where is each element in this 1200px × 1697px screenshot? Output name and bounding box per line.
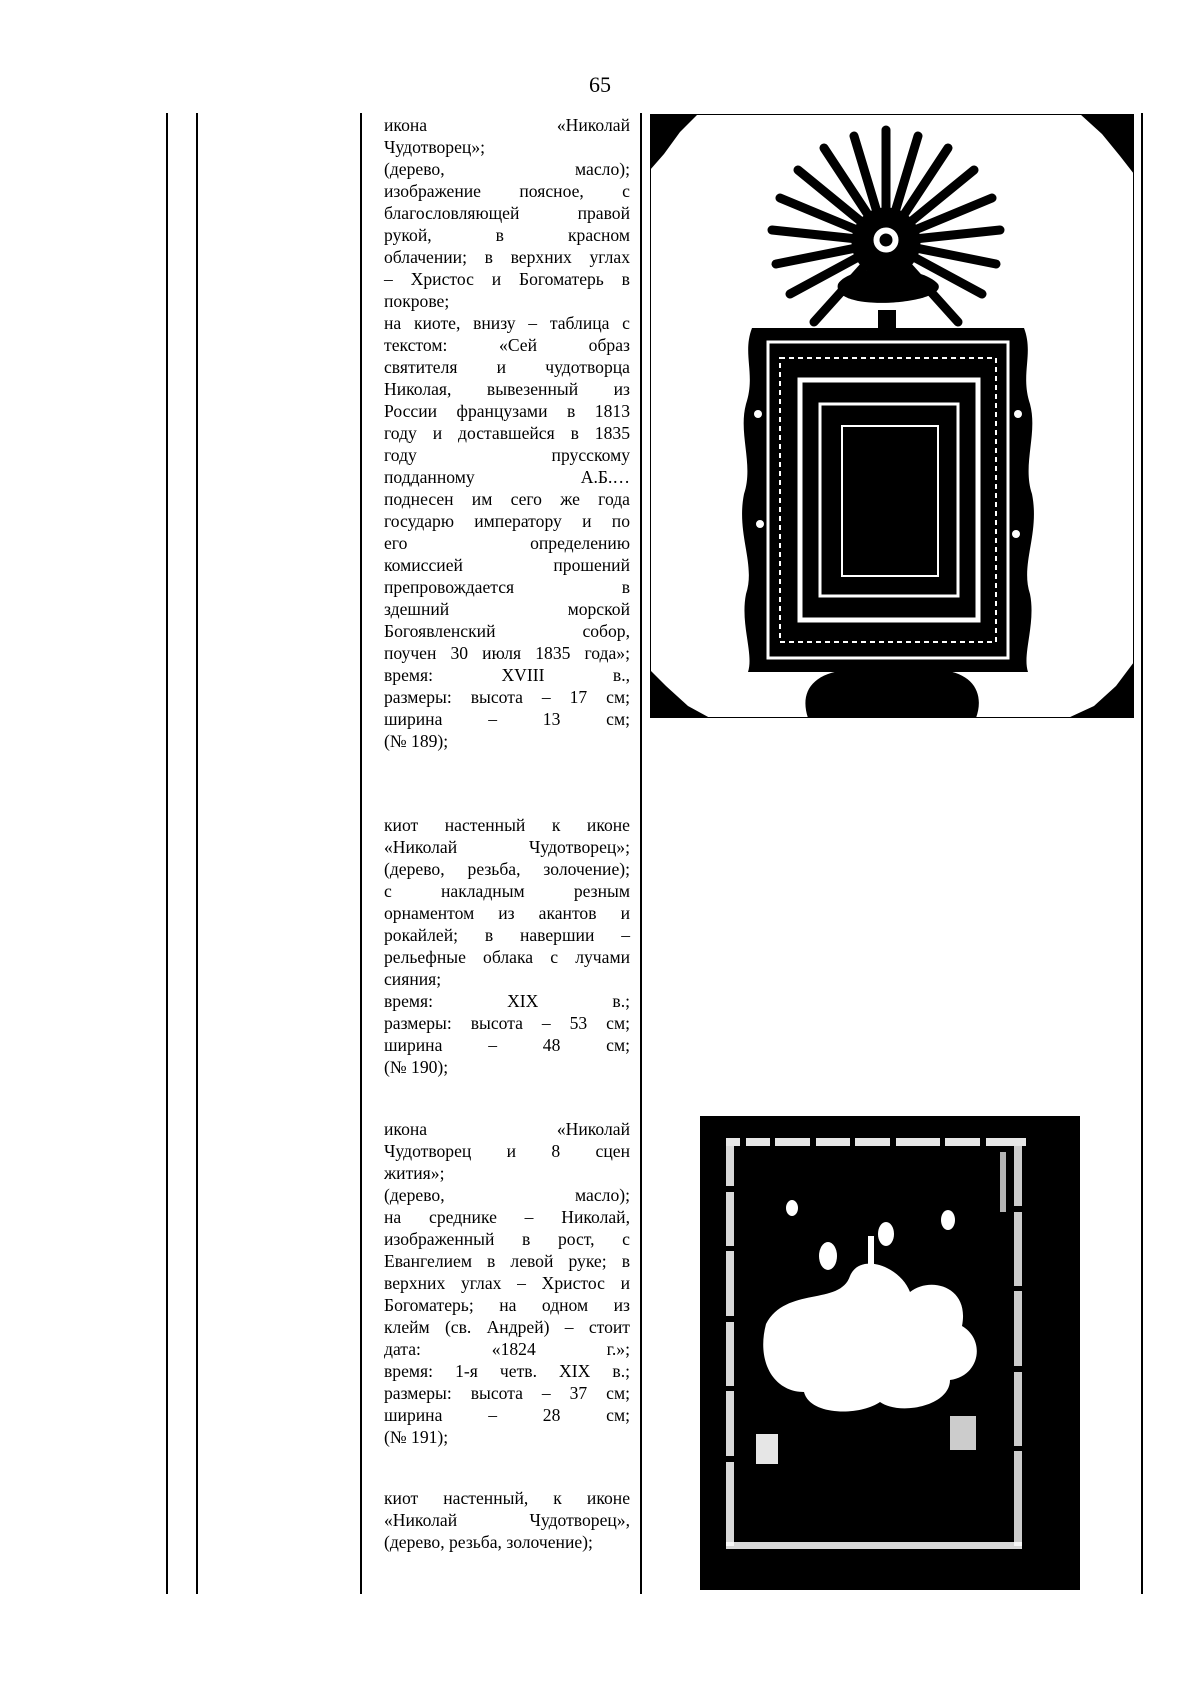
description-line: Евангелием в левой руке; в [384,1251,630,1271]
description-line: святителя и чудотворца [384,357,630,377]
icon-with-scenes-photo [700,1116,1080,1590]
description-line: киот настенный к иконе [384,815,630,835]
page-number: 65 [589,72,611,97]
description-line: покрове; [384,291,450,311]
description-line: с накладным резным [384,881,630,901]
description-line: Богоявленский собор, [384,621,630,641]
description-line: «Николай Чудотворец», [384,1510,630,1530]
description-line: время: 1-я четв. XIX в.; [384,1361,630,1381]
description-line: (дерево, масло); [384,159,630,179]
description-line: сияния; [384,969,442,989]
description-line: ширина – 48 см; [384,1035,630,1055]
description-line: рельефные облака с лучами [384,947,630,967]
description-line: киот настенный, к иконе [384,1488,630,1508]
column-rule [196,113,198,1594]
description-line: орнаментом из акантов и [384,903,630,923]
description-line: (№ 190); [384,1057,449,1077]
description-line: размеры: высота – 17 см; [384,687,630,707]
description-line: (№ 189); [384,731,449,751]
description-line: время: XIX в.; [384,991,630,1011]
description-line: на среднике – Николай, [384,1207,630,1227]
description-line: на киоте, внизу – таблица с [384,313,630,333]
description-line: жития»; [384,1163,445,1183]
description-line: поучен 30 июля 1835 года»; [384,643,630,663]
description-line: государю императору и по [384,511,630,531]
description-entry [384,1118,630,1448]
description-line: (дерево, резьба, золочение); [384,859,630,879]
column-rule [640,113,642,1594]
description-line: Богоматерь; на одном из [384,1295,630,1315]
description-line: году и доставшейся в 1835 [384,423,630,443]
description-line: благословляющей правой [384,203,630,223]
description-line: Николая, вывезенный из [384,379,630,399]
description-line: текстом: «Сей образ [384,335,630,355]
description-line: России французами в 1813 [384,401,630,421]
description-line: Чудотворец и 8 сцен [384,1141,630,1161]
description-line: подданному А.Б.… [384,467,630,487]
description-line: его определению [384,533,630,553]
column-rule [1141,113,1143,1594]
description-line: Чудотворец»; [384,137,486,157]
description-line: препровождается в [384,577,630,597]
description-line: (дерево, резьба, золочение); [384,1532,593,1552]
description-entry [384,114,630,752]
description-line: облачении; в верхних углах [384,247,630,267]
description-line: икона «Николай [384,115,630,135]
description-line: комиссией прошений [384,555,630,575]
description-line: – Христос и Богоматерь в [384,269,630,289]
description-line: размеры: высота – 37 см; [384,1383,630,1403]
description-line: размеры: высота – 53 см; [384,1013,630,1033]
description-line: изображенный в рост, с [384,1229,630,1249]
description-line: (№ 191); [384,1427,449,1447]
description-line: икона «Николай [384,1119,630,1139]
description-entry [384,1487,630,1553]
description-line: здешний морской [384,599,630,619]
description-line: «Николай Чудотворец»; [384,837,630,857]
column-rule [166,113,168,1594]
column-rule [360,113,362,1594]
description-line: ширина – 28 см; [384,1405,630,1425]
description-line: поднесен им сего же года [384,489,630,509]
description-line: рукой, в красном [384,225,630,245]
description-line: (дерево, масло); [384,1185,630,1205]
description-entry [384,814,630,1078]
description-line: клейм (св. Андрей) – стоит [384,1317,630,1337]
description-line: рокайлей; в навершии – [384,925,630,945]
icon-kiot-photo [650,114,1134,718]
description-line: время: XVIII в., [384,665,630,685]
description-line: ширина – 13 см; [384,709,630,729]
description-line: изображение поясное, с [384,181,630,201]
description-line: дата: «1824 г.»; [384,1339,630,1359]
description-line: верхних углах – Христос и [384,1273,630,1293]
description-line: году прусскому [384,445,630,465]
